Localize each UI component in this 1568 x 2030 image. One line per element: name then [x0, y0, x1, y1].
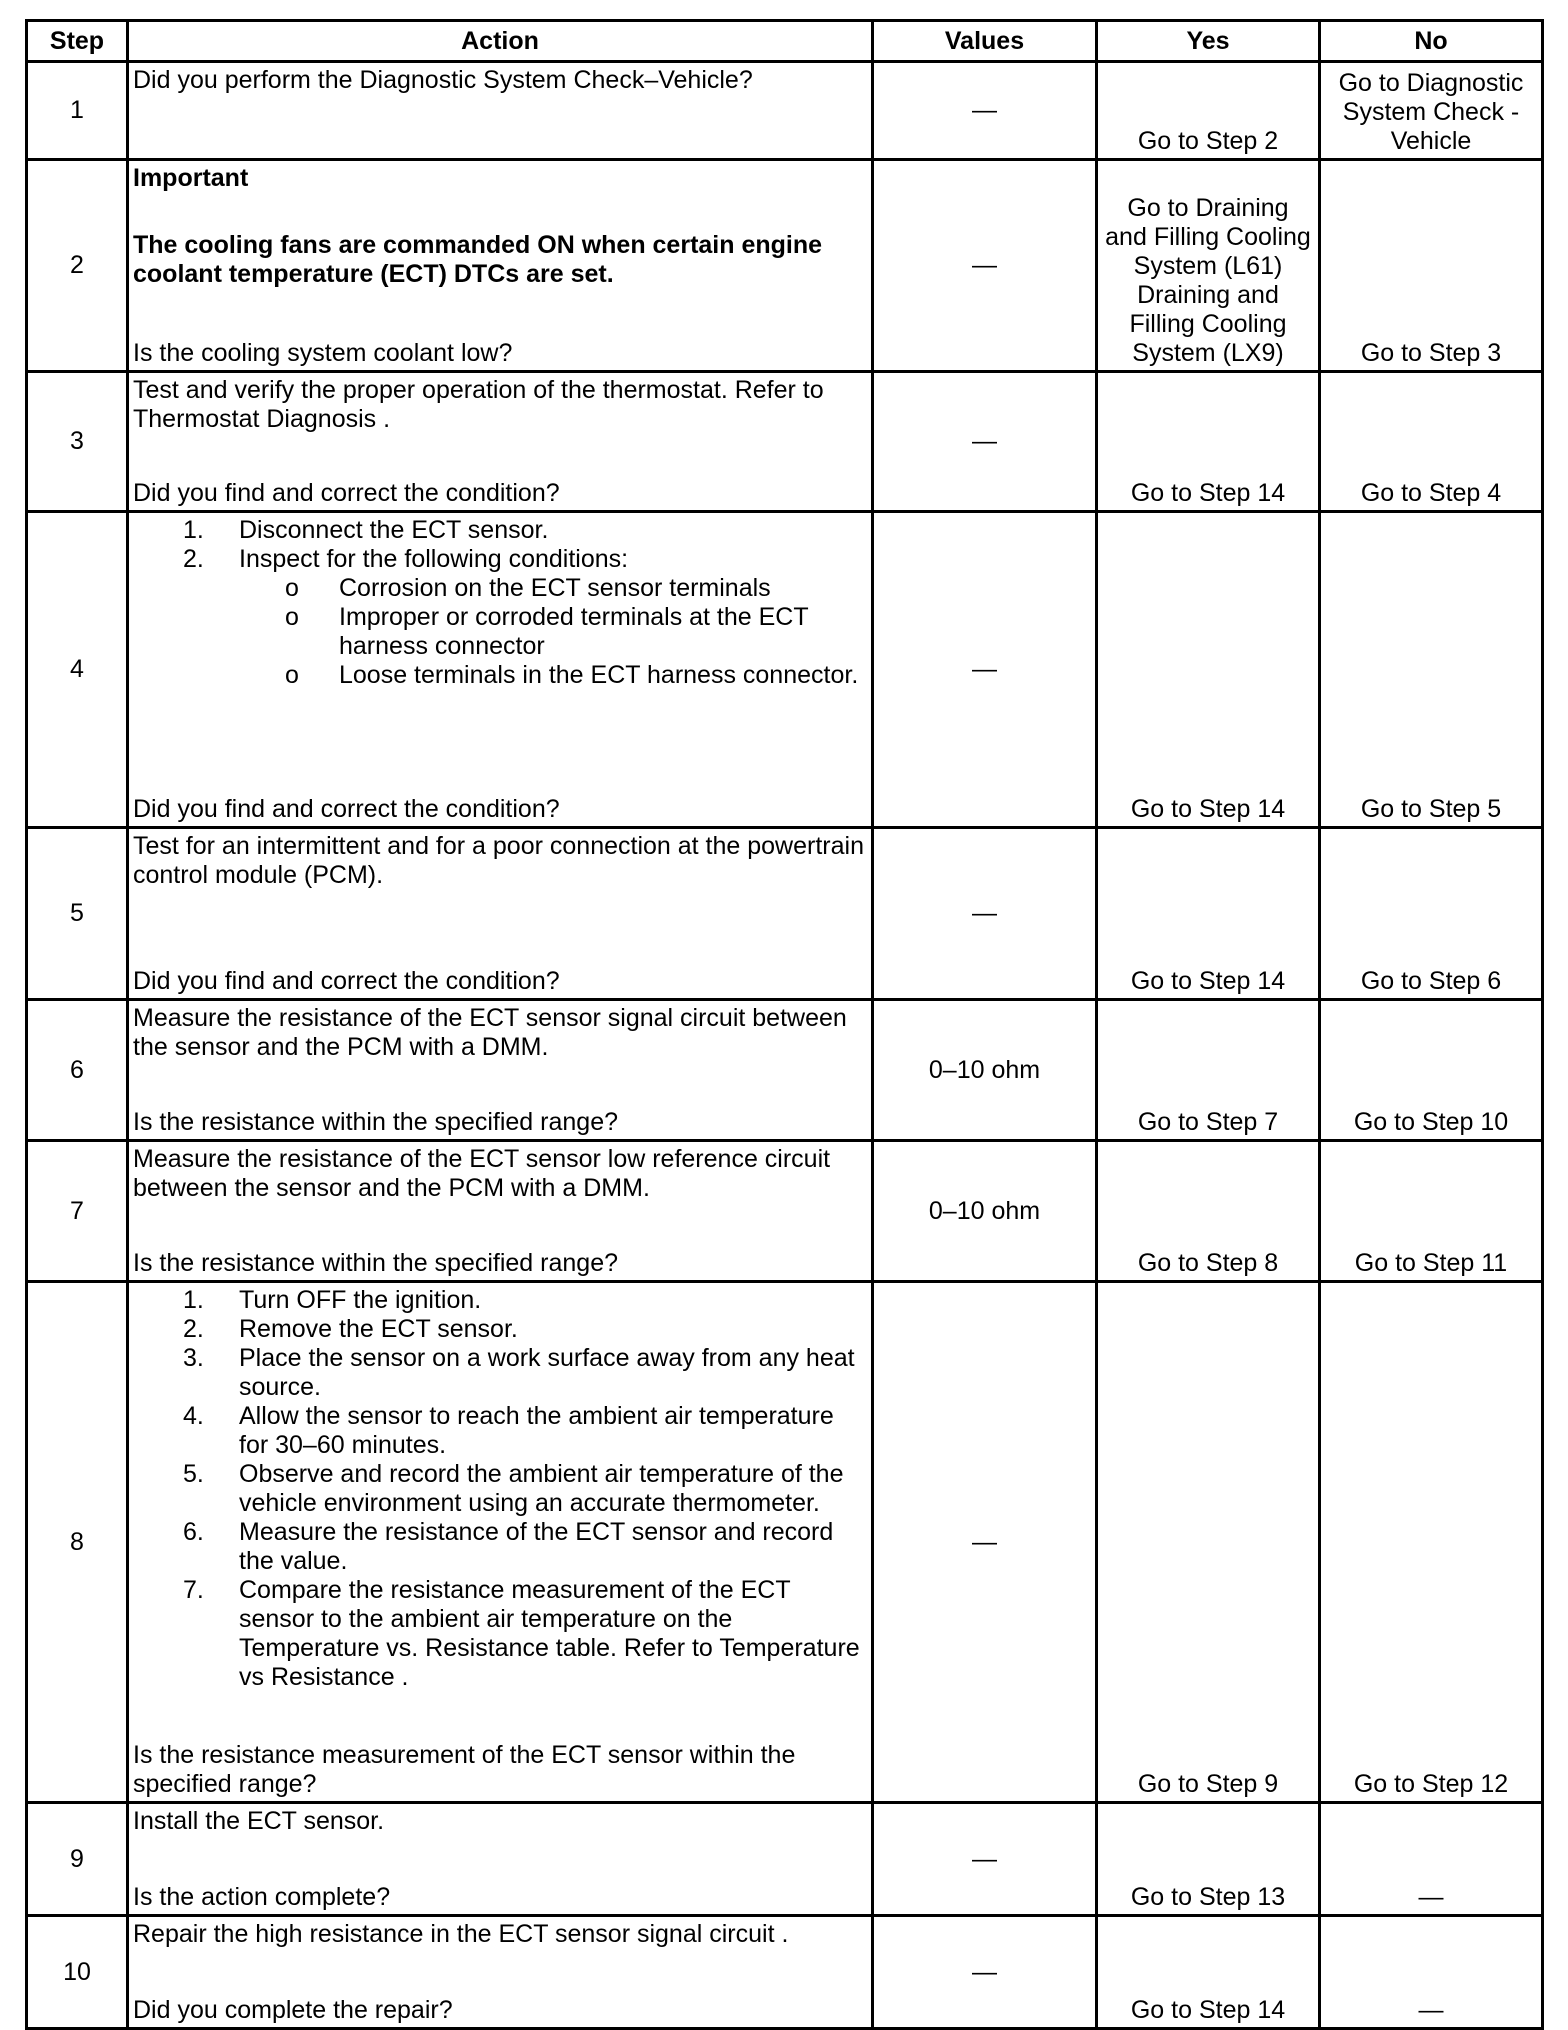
list-item: o Corrosion on the ECT sensor terminals [285, 574, 771, 602]
action-cell [128, 62, 873, 160]
numbered-list [133, 1286, 867, 1692]
yes-cell [1097, 160, 1320, 372]
list-item: o Loose terminals in the ECT harness connector. [285, 661, 859, 689]
no-cell: Go to Step 3 [1320, 160, 1543, 372]
no-cell: Go to Step 4 [1320, 372, 1543, 512]
question-text: Is the resistance measurement of the ECT sensor within the specified range? [133, 1741, 796, 1798]
table-row [27, 1282, 1543, 1803]
no-cell: Go to Step 11 [1320, 1141, 1543, 1282]
header-row [27, 21, 1543, 62]
question-text: Is the cooling system coolant low? [133, 339, 513, 367]
no-line: System Check - [1342, 98, 1520, 126]
step-number: 8 [27, 1282, 128, 1803]
action-cell [128, 372, 873, 512]
list-item: 5. Observe and record the ambient air temperature of the vehicle environment using an accurate thermometer. [183, 1460, 844, 1517]
table-row [27, 1141, 1543, 1282]
action-text: Test for an intermittent and for a poor connection at the powertrain control module (PCM). [133, 832, 864, 889]
list-item: 2. Inspect for the following conditions: [183, 545, 629, 573]
diagnostic-table [25, 19, 1544, 2030]
step-number: 5 [27, 828, 128, 1000]
action-text: Measure the resistance of the ECT sensor low reference circuit between the sensor and the PCM with a DMM. [133, 1145, 831, 1202]
header-no: No [1320, 21, 1543, 62]
action-text: Install the ECT sensor. [133, 1807, 385, 1835]
question-text: Is the resistance within the specified range? [133, 1249, 618, 1277]
step-number: 2 [27, 160, 128, 372]
table-row [27, 1803, 1543, 1916]
header-step: Step [27, 21, 128, 62]
list-item: 2. Remove the ECT sensor. [183, 1315, 518, 1343]
important-label: Important [133, 164, 249, 192]
values-cell: 0–10 ohm [873, 1141, 1097, 1282]
table-row [27, 372, 1543, 512]
action-text: Repair the high resistance in the ECT sensor signal circuit . [133, 1920, 789, 1948]
no-cell: Go to Step 12 [1320, 1282, 1543, 1803]
yes-line: Draining and [1137, 281, 1279, 309]
no-cell: Go to Step 5 [1320, 512, 1543, 828]
yes-line: Go to Draining [1127, 194, 1289, 222]
step-number: 1 [27, 62, 128, 160]
yes-cell: Go to Step 14 [1097, 372, 1320, 512]
no-line: Vehicle [1390, 127, 1472, 155]
values-cell: — [873, 160, 1097, 372]
yes-cell: Go to Step 14 [1097, 828, 1320, 1000]
list-item: 1. Disconnect the ECT sensor. [183, 516, 549, 544]
step-number: 9 [27, 1803, 128, 1916]
yes-cell: Go to Step 2 [1097, 62, 1320, 160]
action-cell [128, 1000, 873, 1141]
header-yes: Yes [1097, 21, 1320, 62]
action-cell [128, 512, 873, 828]
yes-line: Filling Cooling [1129, 310, 1287, 338]
question-text: Is the action complete? [133, 1883, 391, 1911]
action-cell [128, 160, 873, 372]
list-item: 3. Place the sensor on a work surface away from any heat source. [183, 1344, 855, 1401]
no-cell: — [1320, 1916, 1543, 2029]
yes-cell: Go to Step 14 [1097, 1916, 1320, 2029]
step-number: 3 [27, 372, 128, 512]
step-number: 4 [27, 512, 128, 828]
question-text: Did you find and correct the condition? [133, 967, 560, 995]
values-cell: — [873, 1916, 1097, 2029]
values-cell: — [873, 512, 1097, 828]
values-cell: — [873, 1282, 1097, 1803]
table-row [27, 512, 1543, 828]
list-item: 4. Allow the sensor to reach the ambient air temperature for 30–60 minutes. [183, 1402, 834, 1459]
table-row [27, 160, 1543, 372]
values-cell: — [873, 828, 1097, 1000]
yes-cell: Go to Step 13 [1097, 1803, 1320, 1916]
step-number: 6 [27, 1000, 128, 1141]
action-cell [128, 1282, 873, 1803]
action-text: Test and verify the proper operation of the thermostat. Refer to Thermostat Diagnosis . [133, 376, 824, 433]
header-values: Values [873, 21, 1097, 62]
important-note: The cooling fans are commanded ON when certain engine coolant temperature (ECT) DTCs are set. [133, 231, 823, 288]
values-cell: — [873, 1803, 1097, 1916]
table-row [27, 828, 1543, 1000]
list-item: 6. Measure the resistance of the ECT sensor and record the value. [183, 1518, 834, 1575]
step-number: 10 [27, 1916, 128, 2029]
values-cell: — [873, 62, 1097, 160]
step-number: 7 [27, 1141, 128, 1282]
action-cell [128, 1916, 873, 2029]
table-row [27, 1916, 1543, 2029]
no-cell: Go to Step 10 [1320, 1000, 1543, 1141]
question-text: Did you find and correct the condition? [133, 795, 560, 823]
action-cell [128, 1803, 873, 1916]
question-text: Did you complete the repair? [133, 1996, 453, 2024]
list-item: o Improper or corroded terminals at the ECT harness connector [285, 603, 809, 660]
no-cell: Go to Step 6 [1320, 828, 1543, 1000]
table-row [27, 62, 1543, 160]
yes-cell: Go to Step 9 [1097, 1282, 1320, 1803]
yes-cell: Go to Step 8 [1097, 1141, 1320, 1282]
yes-cell: Go to Step 7 [1097, 1000, 1320, 1141]
yes-line: System (LX9) [1132, 339, 1284, 367]
action-cell [128, 1141, 873, 1282]
action-text: Did you perform the Diagnostic System Check–Vehicle? [133, 66, 753, 94]
list-item: 1. Turn OFF the ignition. [183, 1286, 482, 1314]
no-line: Go to Diagnostic [1338, 69, 1524, 97]
yes-cell: Go to Step 14 [1097, 512, 1320, 828]
yes-line: and Filling Cooling [1105, 223, 1311, 251]
question-text: Is the resistance within the specified range? [133, 1108, 618, 1136]
no-cell: — [1320, 1803, 1543, 1916]
list-item: 7. Compare the resistance measurement of the ECT sensor to the ambient air temperature on the Temperature vs. Resistance table. Refer to Temperature vs Resistance . [183, 1576, 860, 1691]
numbered-list [133, 516, 867, 574]
table-row [27, 1000, 1543, 1141]
action-text: Measure the resistance of the ECT sensor signal circuit between the sensor and the PCM with a DMM. [133, 1004, 847, 1061]
bullet-list [133, 574, 867, 690]
no-cell [1320, 62, 1543, 160]
header-action: Action [128, 21, 873, 62]
values-cell: — [873, 372, 1097, 512]
question-text: Did you find and correct the condition? [133, 479, 560, 507]
values-cell: 0–10 ohm [873, 1000, 1097, 1141]
action-cell [128, 828, 873, 1000]
yes-line: System (L61) [1133, 252, 1283, 280]
